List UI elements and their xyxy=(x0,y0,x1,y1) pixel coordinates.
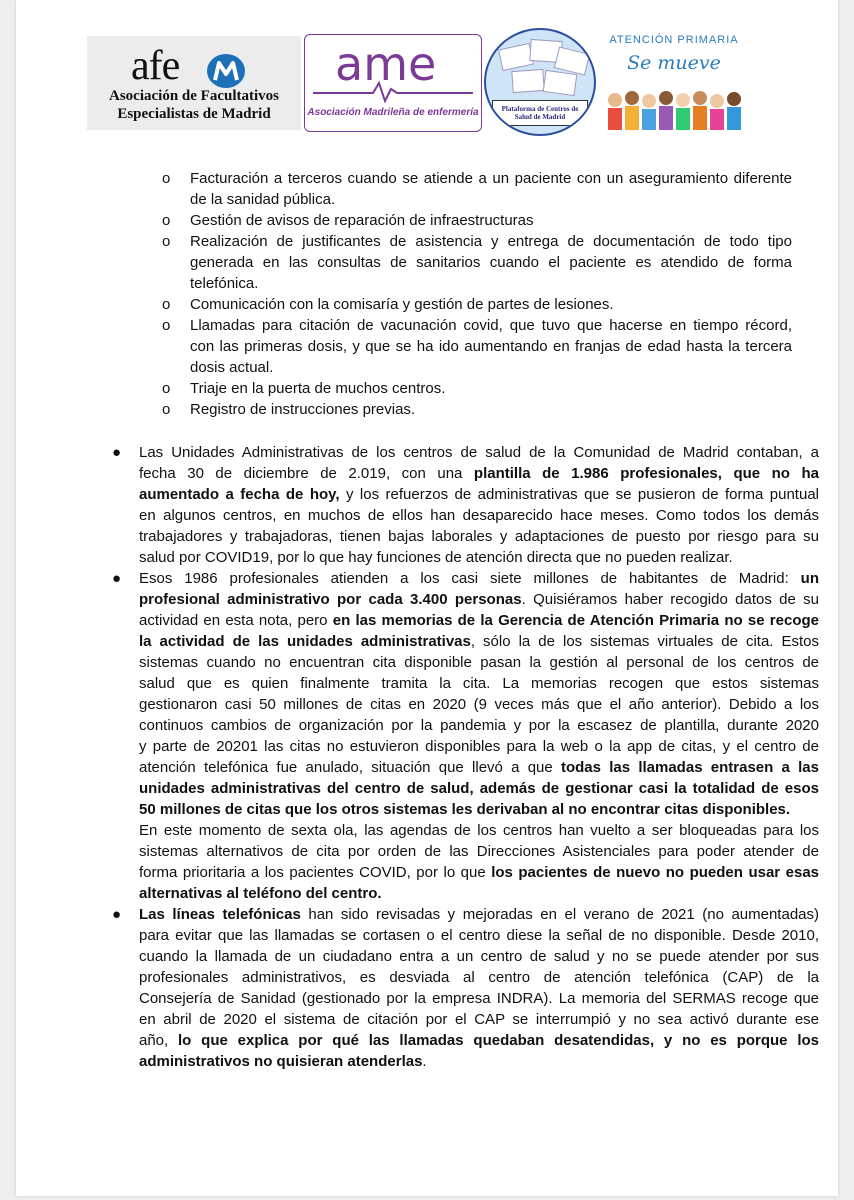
circle-bullet-icon: o xyxy=(162,296,171,313)
ap-subtitle: Se mueve xyxy=(627,52,721,74)
plataforma-line2: Salud de Madrid xyxy=(514,113,566,121)
document-page xyxy=(16,0,838,1196)
afem-name-line2: Especialistas de Madrid xyxy=(117,106,271,122)
list-item-text: Facturación a terceros cuando se atiende a un paciente con un aseguramiento diferente de la sanidad pública. xyxy=(190,170,792,208)
ap-title: ATENCIÓN PRIMARIA xyxy=(609,34,739,46)
plataforma-line1: Plataforma de Centros de xyxy=(501,105,579,113)
afem-m-icon xyxy=(207,54,245,88)
list-item-text: Triaje en la puerta de muchos centros. xyxy=(190,380,446,397)
circle-bullet-icon: o xyxy=(162,233,171,250)
paragraph-text: Las líneas telefónicas han sido revisadas y mejoradas en el verano de 2021 (no aumentadas) para evitar que las llamadas se cortasen o el centro diese la señal de no disponible. Desde 2010, cuando la llamada de un ciudadano entra a un centro de salud y no se puede atender por sus profesionales administrativos, es desviada al centro de atención telefónica (CAP) de la Consejería de Sanidad (gestionado por la empresa INDRA). La memoria del SERMAS recoge que en abril de 2020 el sistema de citación por el CAP se interrumpió y no sea activó durante ese año, lo que explica por qué las llamadas quedaban desatendidas, y no es porque los administrativos no quisieran atenderlas. xyxy=(139,906,820,1070)
card-icon xyxy=(543,70,578,96)
paragraph-text: Esos 1986 profesionales atienden a los casi siete millones de habitantes de Madrid: un profesional administrativo por cada 3.400 personas. Quisiéramos haber recogido datos de su actividad en esta nota, pero en las memorias de la Gerencia de Atención Primaria no se recoge la actividad de las unidades administrativas, sólo la de los sistemas virtuales de cita. Estos sistemas cuando no encuentran cita disponible pasan la gestión al personal de los centros de salud que es quien finalmente tramita la cita. La memorias recogen que estos sistemas gestionaron casi 50 millones de citas en 2020 (9 veces más que el año anterior). Debido a los continuos cambios de organización por la pandemia y por la escasez de plantilla, durante 2020 y parte de 20201 las citas no estuvieron disponibles para la web o la app de citas, y el centro de atención telefónica fue anulado, situación que llevó a que todas las llamadas entrasen a las unidades administrativas del centro de salud, además de gestionar casi la totalidad de esos 50 millones de citas que los otros sistemas les derivaban al no encontrar citas disponibles. En este momento de sexta ola, las agendas de los centros han vuelto a ser bloqueadas para los sistemas alternativos de cita por orden de las Direcciones Asistenciales para poder atender de forma prioritaria a los pacientes COVID, por lo que los pacientes de nuevo no pueden usar esas alternativas al teléfono del centro. xyxy=(139,570,820,902)
atencion-primaria-logo xyxy=(601,28,747,132)
circle-bullet-icon: o xyxy=(162,317,171,334)
ame-wordmark: ame xyxy=(335,37,437,91)
logo-header xyxy=(16,0,838,140)
bullet-icon: ● xyxy=(112,906,122,923)
plataforma-logo xyxy=(484,28,596,136)
list-item-text: Comunicación con la comisaría y gestión de partes de lesiones. xyxy=(190,296,614,313)
afem-name-line1: Asociación de Facultativos xyxy=(109,88,279,104)
circle-bullet-icon: o xyxy=(162,212,171,229)
circle-bullet-icon: o xyxy=(162,380,171,397)
afem-logo xyxy=(87,36,301,130)
afem-wordmark: afe xyxy=(131,43,180,89)
paragraph-text: Las Unidades Administrativas de los centros de salud de la Comunidad de Madrid contaban, a fecha 30 de diciembre de 2.019, con una plantilla de 1.986 profesionales, que no ha aumentado a fecha de hoy, y los refuerzos de administrativas que se pusieron de forma puntual en algunos centros, en muchos de ellos han desaparecido hace meses. Como todos los demás trabajadores y trabajadoras, tienen bajas laborales y adaptaciones de puesto por riesgo para su salud por COVID19, por lo que hay funciones de atención directa que no pueden realizar. xyxy=(139,444,820,566)
heartbeat-icon xyxy=(313,79,473,103)
list-item-text: Registro de instrucciones previas. xyxy=(190,401,416,418)
plataforma-label xyxy=(492,100,588,126)
list-item-text: Gestión de avisos de reparación de infraestructuras xyxy=(190,212,534,229)
card-icon xyxy=(511,69,544,93)
bullet-icon: ● xyxy=(112,444,122,461)
list-item-text: Realización de justificantes de asistencia y entrega de documentación de todo tipo generada en las consultas de sanitarios cuando el paciente es atendido de forma telefónica. xyxy=(190,233,792,292)
circle-bullet-icon: o xyxy=(162,170,171,187)
ame-subtitle: Asociación Madrileña de enfermería xyxy=(307,107,479,118)
circle-bullet-icon: o xyxy=(162,401,171,418)
bullet-icon: ● xyxy=(112,570,122,587)
list-item-text: Llamadas para citación de vacunación covid, que tuvo que hacerse en tiempo récord, con las primeras dosis, y que se ha ido aumentando en franjas de edad hasta la tercera dosis actual. xyxy=(190,317,792,376)
people-illustration-icon xyxy=(605,88,745,130)
ame-logo xyxy=(304,34,482,132)
